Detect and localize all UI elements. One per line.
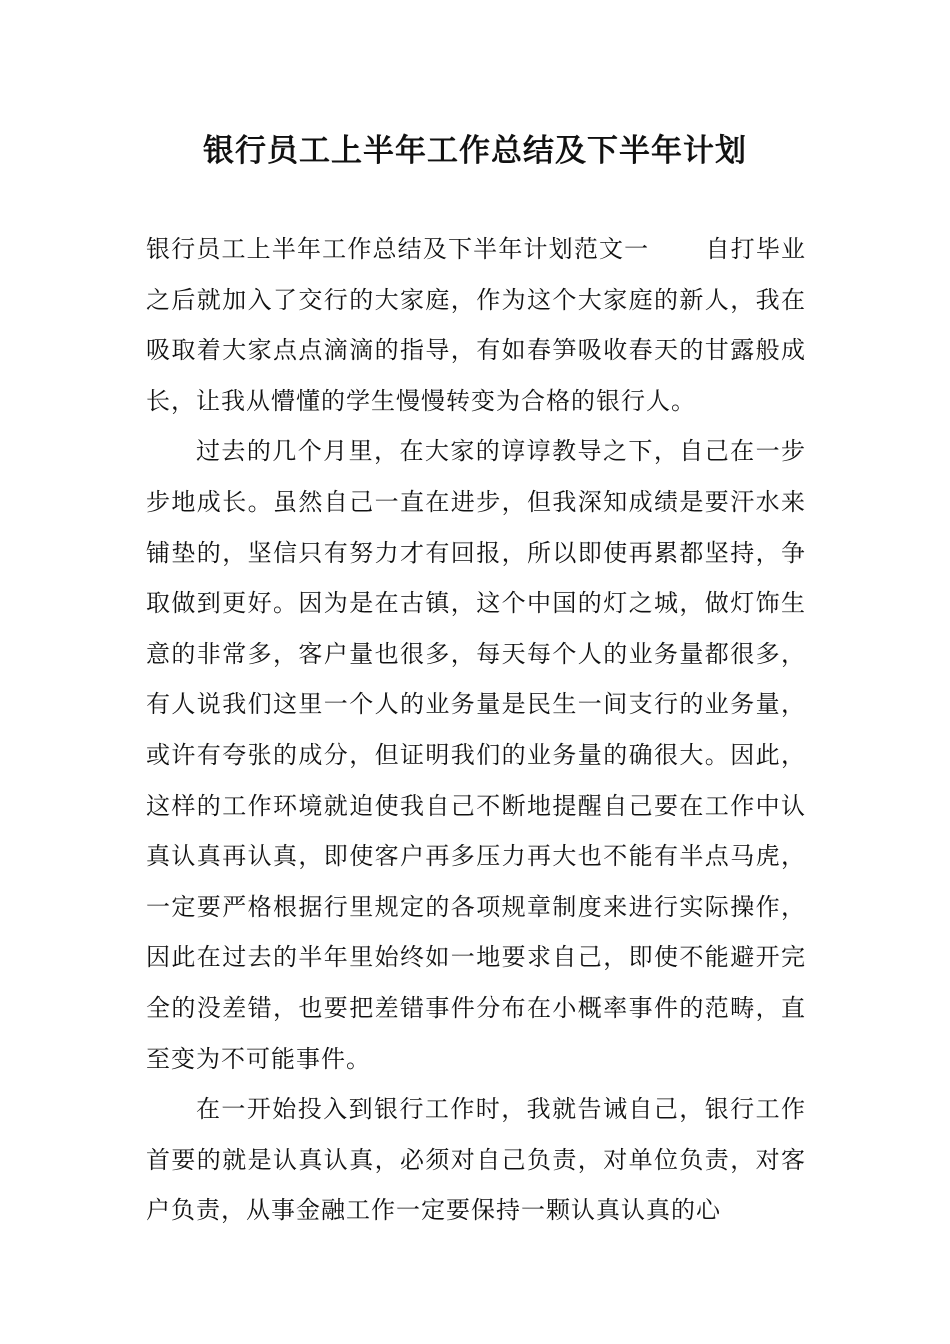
paragraph-3: 在一开始投入到银行工作时，我就告诫自己，银行工作首要的就是认真认真，必须对自己负责，对单位负责，对客户负责，从事金融工作一定要保持一颗认真认真的心 (146, 1095, 806, 1225)
paragraph-1-text: 自打毕业之后就加入了交行的大家庭，作为这个大家庭的新人，我在吸取着大家点点滴滴的指导，有如春笋吸收春天的甘露般成长，让我从懵懂的学生慢慢转变为合格的银行人。 (146, 235, 807, 415)
paragraph-1-lead: 银行员工上半年工作总结及下半年计划范文一 (146, 235, 650, 263)
paragraph-2: 过去的几个月里，在大家的谆谆教导之下，自己在一步步地成长。虽然自己一直在进步，但我深知成绩是要汗水来铺垫的，坚信只有努力才有回报，所以即使再累都坚持，争取做到更好。因为是在古镇，这个中国的灯之城，做灯饰生意的非常多，客户量也很多，每天每个人的业务量都很多，有人说我们这里一个人的业务量是民生一间支行的业务量，或许有夸张的成分，但证明我们的业务量的确很大。因此，这样的工作环境就迫使我自己不断地提醒自己要在工作中认真认真再认真，即使客户再多压力再大也不能有半点马虎，一定要严格根据行里规定的各项规章制度来进行实际操作，因此在过去的半年里始终如一地要求自己，即使不能避开完全的没差错，也要把差错事件分布在小概率事件的范畴，直至变为不可能事件。 (146, 437, 806, 1073)
document-title: 银行员工上半年工作总结及下半年计划 (203, 133, 747, 169)
paragraph-1 (146, 224, 806, 426)
document-body (146, 224, 806, 1236)
